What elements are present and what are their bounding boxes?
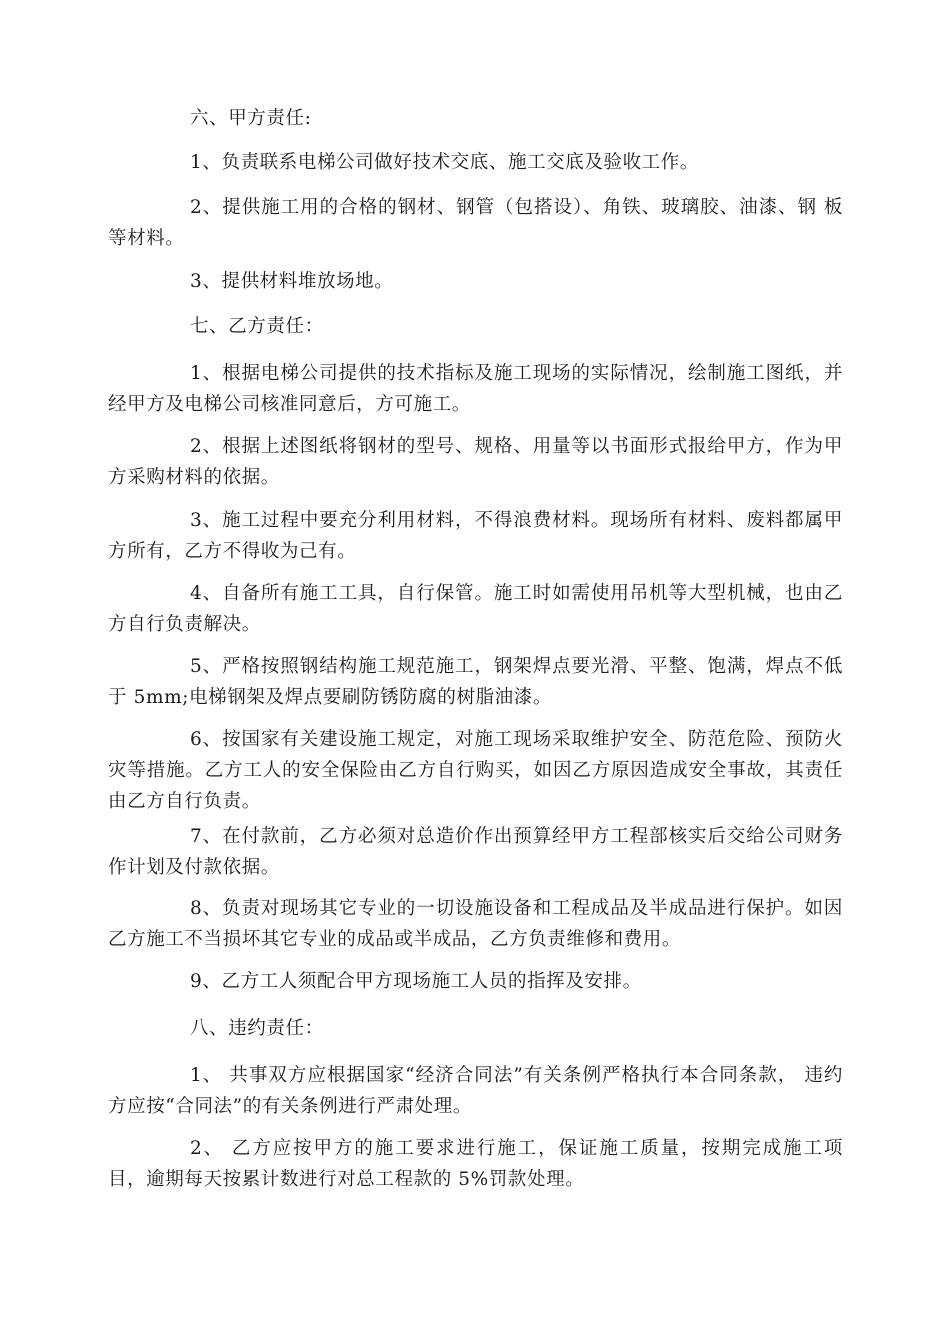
- clause-paragraph: 9、乙方工人须配合甲方现场施工人员的指挥及安排。: [190, 971, 642, 992]
- clause-paragraph: 1、 共事双方应根据国家“经济合同法”有关条例严格执行本合同条款， 违约方应按“合同法”的有关条例进行严肃处理。: [108, 1065, 843, 1117]
- clause-paragraph: 1、负责联系电梯公司做好技术交底、施工交底及验收工作。: [190, 152, 699, 173]
- clause-paragraph: 6、按国家有关建设施工规定，对施工现场采取维护安全、防范危险、预防火灾等措施。乙方工人的安全保险由乙方自行购买，如因乙方原因造成安全事故，其责任由乙方自行负责。: [108, 729, 843, 812]
- clause-paragraph: 8、负责对现场其它专业的一切设施设备和工程成品及半成品进行保护。如因乙方施工不当损坏其它专业的成品或半成品，乙方负责维修和费用。: [108, 898, 843, 950]
- clause-paragraph: 1、根据电梯公司提供的技术指标及施工现场的实际情况，绘制施工图纸，并经甲方及电梯公司核准同意后，方可施工。: [108, 363, 843, 415]
- section-heading-breach: 八、违约责任：: [190, 1018, 324, 1039]
- section-heading-party-a: 六、甲方责任:: [190, 108, 312, 129]
- section-heading-party-b: 七、乙方责任：: [190, 316, 324, 337]
- clause-paragraph: 2、提供施工用的合格的钢材、钢管（包搭设）、角铁、玻璃胶、油漆、钢 板等材料。: [108, 197, 843, 249]
- clause-paragraph: 3、提供材料堆放场地。: [190, 271, 394, 292]
- clause-paragraph: 2、根据上述图纸将钢材的型号、规格、用量等以书面形式报给甲方，作为甲方采购材料的依据。: [108, 436, 843, 488]
- clause-paragraph: 3、施工过程中要充分利用材料，不得浪费材料。现场所有材料、废料都属甲方所有，乙方不得收为己有。: [108, 510, 843, 562]
- clause-paragraph: 2、 乙方应按甲方的施工要求进行施工，保证施工质量，按期完成施工项 目，逾期每天按累计数进行对总工程款的 5%罚款处理。: [108, 1138, 843, 1190]
- clause-paragraph: 4、自备所有施工工具，自行保管。施工时如需使用吊机等大型机械，也由乙方自行负责解决。: [108, 583, 843, 635]
- clause-paragraph: 5、严格按照钢结构施工规范施工，钢架焊点要光滑、平整、饱满，焊点不低于 5mm;电梯钢架及焊点要刷防锈防腐的树脂油漆。: [108, 656, 843, 708]
- clause-paragraph: 7、在付款前，乙方必须对总造价作出预算经甲方工程部核实后交给公司财务作计划及付款依据。: [108, 826, 843, 878]
